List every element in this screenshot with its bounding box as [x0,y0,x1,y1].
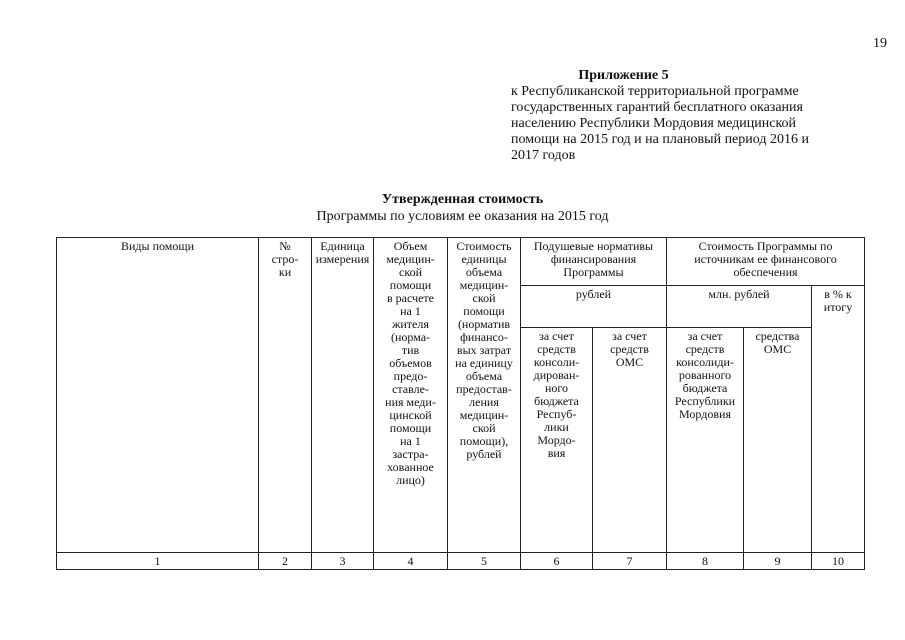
header-percent-of-total: в % к итогу [812,286,865,553]
header-unit: Единица измерения [312,238,374,553]
appendix-line: к Республиканской территориальной программе [511,84,799,99]
header-volume-norm: Объем медицин- ской помощи в расчете на 1 жителя (норма- тив объемов предо- ставле- ния меди- цинской помощи на 1 застра- хованное лицо) [374,238,448,553]
column-number: 7 [593,553,667,570]
column-number: 8 [667,553,744,570]
header-cost-oms: средства ОМС [744,328,812,553]
column-number: 6 [521,553,593,570]
column-number: 9 [744,553,812,570]
column-number: 10 [812,553,865,570]
page-number: 19 [873,36,887,51]
header-types-of-care: Виды помощи [57,238,259,553]
column-number: 1 [57,553,259,570]
column-number: 4 [374,553,448,570]
appendix-line: 2017 годов [511,148,576,163]
header-cost-budget: за счет средств консолиди- рованного бюджета Республики Мордовия [667,328,744,553]
column-number: 3 [312,553,374,570]
heading-subtitle: Программы по условиям ее оказания на 2015 год [316,209,609,224]
appendix-block [511,68,851,164]
appendix-line: государственных гарантий бесплатного оказания [511,100,803,115]
header-program-cost: Стоимость Программы по источникам ее финансового обеспечения [667,238,865,286]
document-heading [0,191,905,225]
header-norm-oms: за счет средств ОМС [593,328,667,553]
header-norm-budget: за счет средств консоли- дирован- ного бюджета Респуб- лики Мордо- вия [521,328,593,553]
header-unit-cost: Стоимость единицы объема медицин- ской помощи (норматив финансо- вых затрат на единицу объема предостав- ления медицин- ской помощи), рублей [448,238,521,553]
header-norms-unit: рублей [521,286,667,328]
header-line-number: № стро- ки [259,238,312,553]
appendix-line: помощи на 2015 год и на плановый период 2016 и [511,132,809,147]
header-cost-unit: млн. рублей [667,286,812,328]
header-per-capita-norms: Подушевые нормативы финансирования Программы [521,238,667,286]
appendix-title: Приложение 5 [578,68,669,83]
cost-table [56,237,865,570]
heading-title: Утвержденная стоимость [381,192,544,207]
column-number: 5 [448,553,521,570]
appendix-line: населению Республики Мордовия медицинской [511,116,797,131]
column-number: 2 [259,553,312,570]
